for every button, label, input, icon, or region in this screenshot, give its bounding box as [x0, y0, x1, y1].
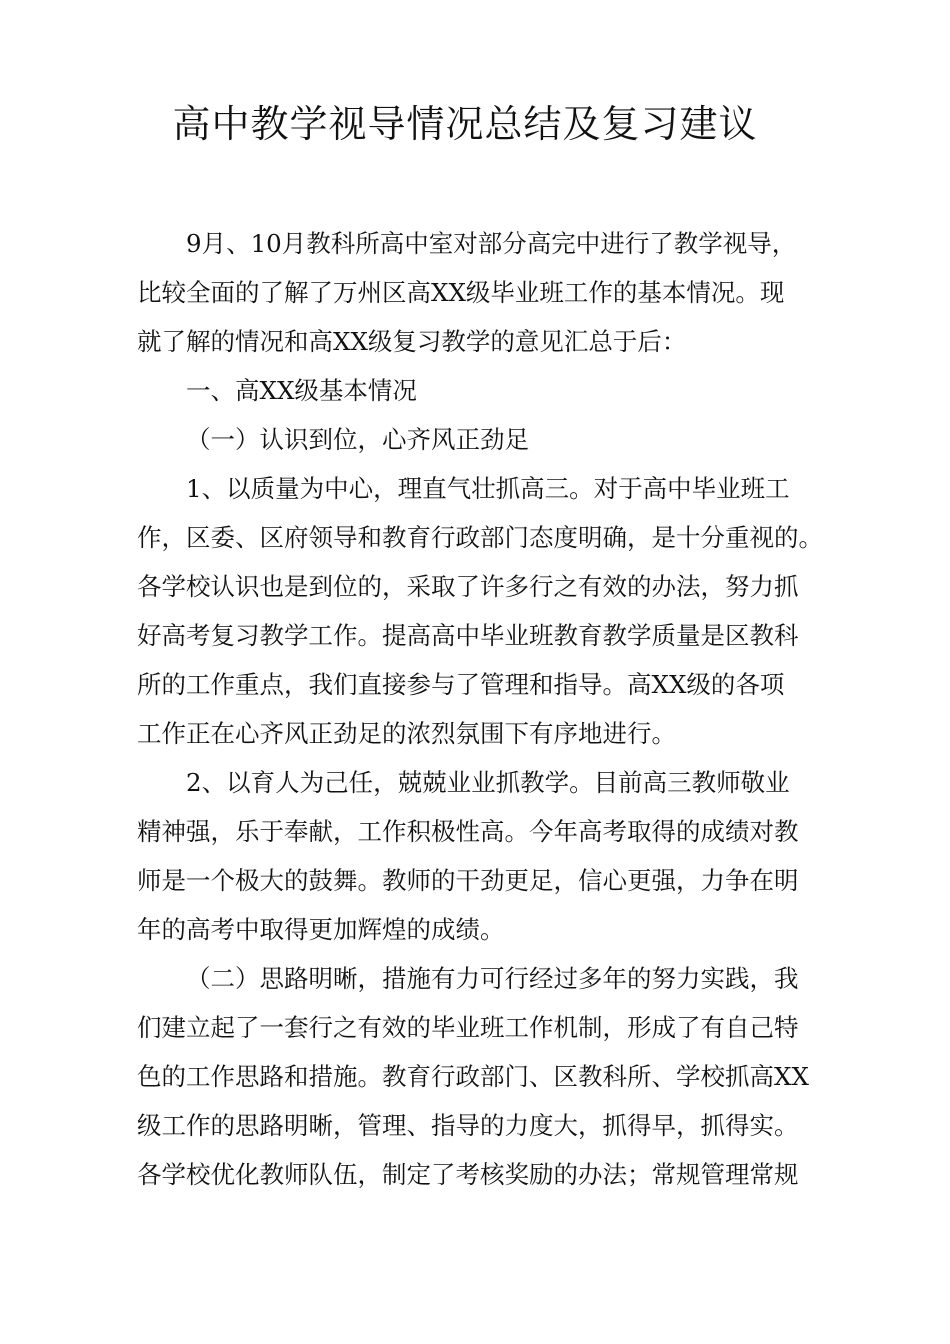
paragraph-line: （二）思路明晰，措施有力可行经过多年的努力实践，我	[186, 964, 799, 993]
paragraph-line: 师是一个极大的鼓舞。教师的干劲更足，信心更强，力争在明	[137, 866, 799, 895]
paragraph-line: 年的高考中取得更加辉煌的成绩。	[137, 915, 505, 944]
paragraph-line: 精神强，乐于奉献，工作积极性高。今年高考取得的成绩对教	[137, 817, 799, 846]
document-body	[137, 219, 837, 1199]
paragraph-line: 所的工作重点，我们直接参与了管理和指导。高XX级的各项	[137, 670, 785, 699]
paragraph-line: 作，区委、区府领导和教育行政部门态度明确，是十分重视的。	[137, 523, 823, 552]
paragraph-line: 就了解的情况和高XX级复习教学的意见汇总于后：	[137, 327, 687, 356]
subsection-heading: （一）认识到位，心齐风正劲足	[186, 425, 529, 454]
paragraph-line: 各学校认识也是到位的，采取了许多行之有效的办法，努力抓	[137, 572, 799, 601]
paragraph-line: 色的工作思路和措施。教育行政部门、区教科所、学校抓高XX	[137, 1062, 809, 1091]
paragraph-line: 1、以质量为中心，理直气壮抓高三。对于高中毕业班工	[186, 474, 790, 503]
paragraph-line: 们建立起了一套行之有效的毕业班工作机制，形成了有自己特	[137, 1013, 799, 1042]
document-title: 高中教学视导情况总结及复习建议	[172, 102, 758, 146]
paragraph-line: 9月、10月教科所高中室对部分高完中进行了教学视导，	[186, 229, 797, 258]
paragraph-line: 好高考复习教学工作。提高高中毕业班教育教学质量是区教科	[137, 621, 799, 650]
paragraph-line: 工作正在心齐风正劲足的浓烈氛围下有序地进行。	[137, 719, 676, 748]
paragraph-line: 各学校优化教师队伍，制定了考核奖励的办法；常规管理常规	[137, 1160, 799, 1189]
paragraph-line: 级工作的思路明晰，管理、指导的力度大，抓得早，抓得实。	[137, 1111, 799, 1140]
section-heading: 一、高XX级基本情况	[186, 376, 417, 405]
paragraph-line: 2、以育人为己任，兢兢业业抓教学。目前高三教师敬业	[186, 768, 790, 797]
paragraph-line: 比较全面的了解了万州区高XX级毕业班工作的基本情况。现	[137, 278, 785, 307]
